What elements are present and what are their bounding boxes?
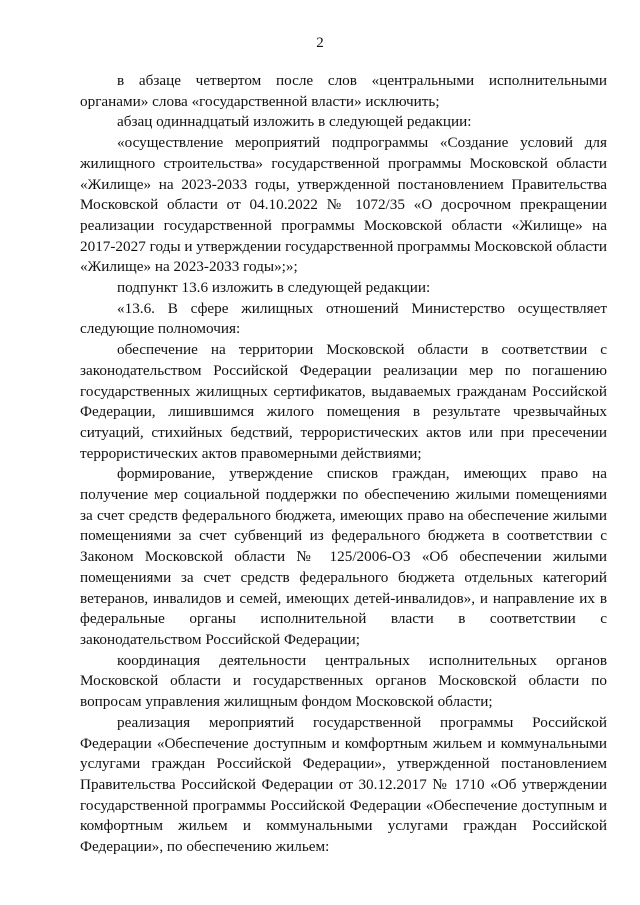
paragraph-citizen-lists: формирование, утверждение списков граждан, имеющих право на получение мер социальной поддержки по обеспечению жилыми помещениями за счет средств федерального бюджета, имеющих право на обеспечение жилыми помещениями за счет субвенций из федерального бюджета в соответствии с Законом Московской области № 125/2006-ОЗ «Об обеспечении жилыми помещениями за счет средств федерального бюджета отдельных категорий ветеранов, инвалидов и семей, имеющих детей-инвалидов», и направление их в федеральные органы исполнительной власти в соответствии с законодательством Российской Федерации; <box>80 465 607 648</box>
page-number: 2 <box>316 35 324 51</box>
paragraph-13-6-heading: «13.6. В сфере жилищных отношений Министерство осуществляет следующие полномочия: <box>80 299 607 338</box>
paragraph-amend-abzac-4: в абзаце четвертом после слов «центральными исполнительными органами» слова «государственной власти» исключить; <box>80 72 607 110</box>
paragraph-amend-abzac-11-intro: абзац одиннадцатый изложить в следующей редакции: <box>117 113 472 131</box>
paragraph-coordination: координация деятельности центральных исполнительных органов Московской области и государственных органов Московской области по вопросам управления жилищным фондом Московской области; <box>80 651 607 711</box>
paragraph-federal-program: реализация мероприятий государственной программы Российской Федерации «Обеспечение доступным и комфортным жильем и коммунальными услугами граждан Российской Федерации», утвержденной постановлением Правительства Российской Федерации от 30.12.2017 № 1710 «Об утверждении государственной программы Российской Федерации «Обеспечение доступным и комфортным жильем и коммунальными услугами граждан Российской Федерации», по обеспечению жильем: <box>80 713 607 856</box>
document-body <box>80 71 607 858</box>
paragraph-housing-certificates: обеспечение на территории Московской области в соответствии с законодательством Российской Федерации реализации мер по погашению государственных жилищных сертификатов, выдаваемых гражданам Российской Федерации, лишившимся жилого помещения в результате чрезвычайных ситуаций, стихийных бедствий, террористических актов или при пресечении террористических актов правомерными действиями; <box>80 341 607 462</box>
paragraph-abzac-11-text: «осуществление мероприятий подпрограммы «Создание условий для жилищного строительства» государственной программы Московской области «Жилище» на 2023-2033 годы, утвержденной постановлением Правительства Московской области от 04.10.2022 № 1072/35 «О досрочном прекращении реализации государственной программы Московской области «Жилище» на 2017-2027 годы и утверждении государственной программы Московской области «Жилище» на 2023-2033 годы»;»; <box>80 134 607 276</box>
paragraph-subpoint-13-6-intro: подпункт 13.6 изложить в следующей редакции: <box>117 279 431 297</box>
